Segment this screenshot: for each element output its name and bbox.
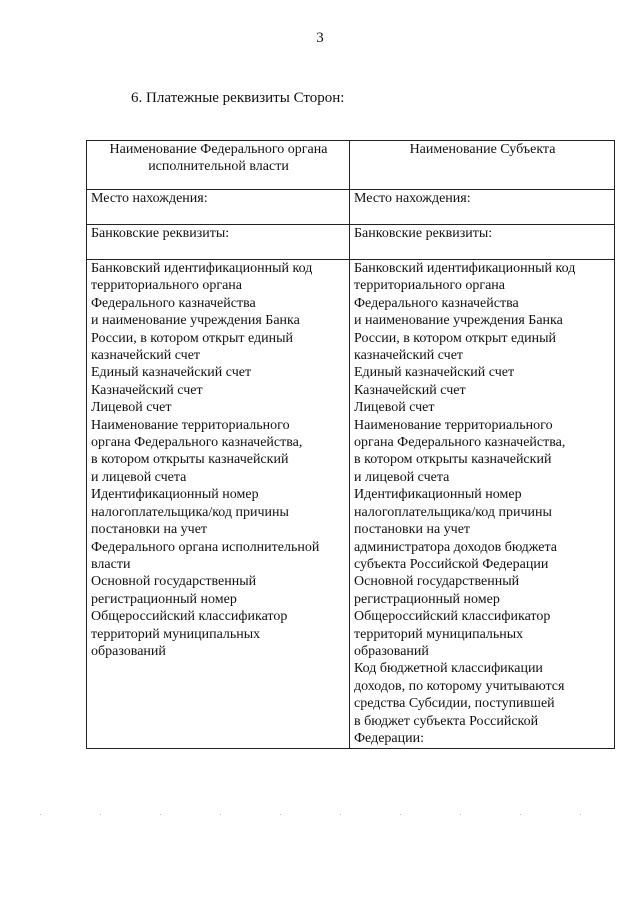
detail-line: территориального органа [354, 278, 506, 294]
detail-line: России, в котором открыт единый [91, 330, 294, 346]
detail-line: средства Субсидии, поступившей [354, 696, 555, 712]
detail-line: Основной государственный [354, 574, 520, 590]
detail-line: Идентификационный номер [354, 487, 522, 503]
detail-line: и наименование учреждения Банка [91, 313, 300, 329]
detail-line: территорий муниципальных [91, 626, 261, 642]
location-row [87, 190, 615, 225]
detail-line: Единый казначейский счет [91, 365, 252, 381]
detail-line: Федерального казначейства [354, 295, 519, 311]
detail-line: и наименование учреждения Банка [354, 313, 563, 329]
detail-line: Код бюджетной классификации [354, 661, 543, 677]
detail-line: постановки на учет [91, 522, 208, 538]
detail-line: образований [354, 643, 429, 659]
detail-line: казначейский счет [354, 348, 464, 364]
detail-line: Казначейский счет [354, 382, 466, 398]
detail-line: доходов, по которому учитываются [354, 678, 565, 694]
federal-location-cell: Место нахождения: [87, 190, 350, 225]
detail-line: Федерального органа исполнительной [91, 539, 320, 555]
detail-line: Федерального казначейства [91, 295, 256, 311]
federal-bank-cell: Банковские реквизиты: [87, 225, 350, 260]
detail-line: территориального органа [91, 278, 243, 294]
detail-line: в котором открыты казначейский [91, 452, 289, 468]
detail-line: субъекта Российской Федерации [354, 556, 549, 572]
bank-row [87, 225, 615, 260]
detail-line: Единый казначейский счет [354, 365, 515, 381]
detail-line: налогоплательщика/код причины [91, 504, 289, 520]
detail-line: территорий муниципальных [354, 626, 524, 642]
header-line: Наименование Субъекта [409, 142, 556, 157]
detail-line: власти [91, 556, 131, 572]
detail-line: Общероссийский классификатор [354, 609, 551, 625]
federal-details-cell [87, 260, 350, 749]
detail-line: казначейский счет [91, 348, 201, 364]
header-line: Наименование Федерального органа [109, 142, 328, 157]
detail-line: Основной государственный [91, 574, 257, 590]
detail-line: Банковский идентификационный код [91, 261, 313, 276]
subject-location-cell: Место нахождения: [350, 190, 615, 225]
detail-line: Федерации: [354, 730, 425, 746]
payment-details-table [86, 140, 615, 749]
detail-line: постановки на учет [354, 522, 471, 538]
detail-line: образований [91, 643, 166, 659]
detail-line: администратора доходов бюджета [354, 539, 557, 555]
detail-line: Наименование территориального [354, 417, 553, 433]
section-title: 6. Платежные реквизиты Сторон: [131, 90, 345, 106]
detail-line: Наименование территориального [91, 417, 290, 433]
detail-line: Идентификационный номер [91, 487, 259, 503]
detail-line: Общероссийский классификатор [91, 609, 288, 625]
detail-line: в котором открыты казначейский [354, 452, 552, 468]
detail-line: и лицевой счета [91, 469, 187, 485]
detail-line: Лицевой счет [91, 400, 172, 416]
scan-artifact-dots [40, 814, 600, 816]
subject-details-cell [350, 260, 615, 749]
table-header-row [87, 141, 615, 190]
detail-line: регистрационный номер [91, 591, 237, 607]
subject-bank-cell: Банковские реквизиты: [350, 225, 615, 260]
detail-line: в бюджет субъекта Российской [354, 713, 539, 729]
detail-line: Казначейский счет [91, 382, 203, 398]
detail-line: Лицевой счет [354, 400, 435, 416]
details-row [87, 260, 615, 749]
federal-body-header [87, 141, 350, 190]
detail-line: и лицевой счета [354, 469, 450, 485]
detail-line: Банковский идентификационный код [354, 261, 576, 276]
subject-header [350, 141, 615, 190]
header-line: исполнительной власти [148, 159, 289, 175]
detail-line: органа Федерального казначейства, [91, 435, 303, 451]
detail-line: органа Федерального казначейства, [354, 435, 566, 451]
detail-line: налогоплательщика/код причины [354, 504, 552, 520]
page-number: 3 [316, 30, 324, 46]
detail-line: регистрационный номер [354, 591, 500, 607]
detail-line: России, в котором открыт единый [354, 330, 557, 346]
